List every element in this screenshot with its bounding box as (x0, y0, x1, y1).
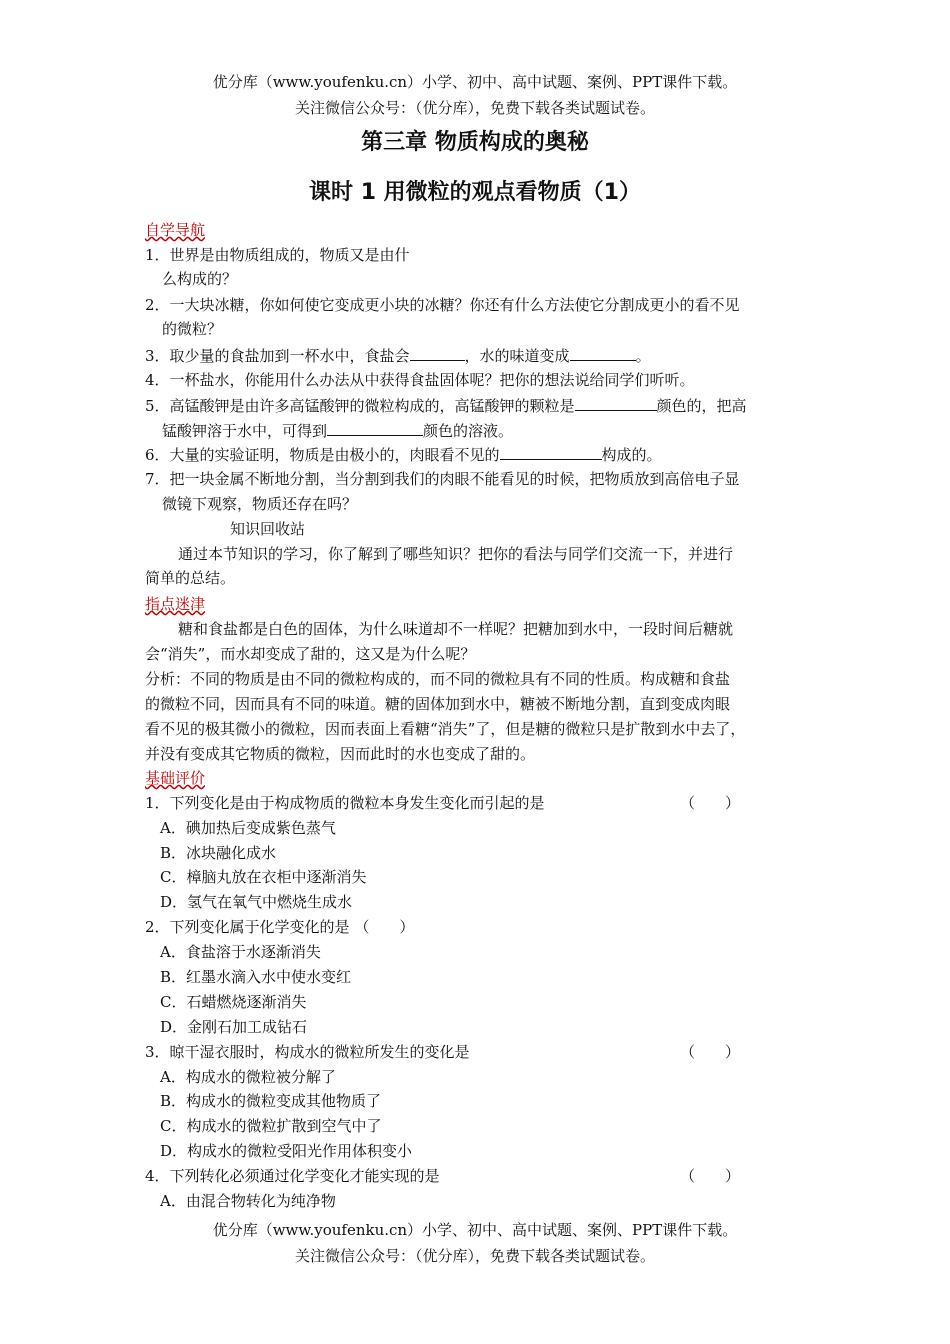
q3-blank-1 (410, 344, 465, 361)
mcq-1-option-b: B．冰块融化成水 (160, 844, 277, 862)
tips-p2-c: 看不见的极其微小的微粒，因而表面上看糖“消失”了，但是糖的微粒只是扩散到水中去了， (145, 720, 746, 738)
q6-line (145, 443, 813, 466)
q6-blank (500, 443, 602, 460)
section-self-study-heading: 自学导航 (145, 221, 206, 239)
footer-line-2: 关注微信公众号：（优分库），免费下载各类试题试卷。 (294, 1247, 655, 1265)
mcq-1-option-d: D．氢气在氧气中燃烧生成水 (160, 893, 353, 911)
mcq-3-answer-parens: （ ） (680, 1043, 741, 1061)
mcq-3-option-a: A．构成水的微粒被分解了 (160, 1068, 336, 1086)
mcq-3-stem: 3．晾干湿衣服时，构成水的微粒所发生的变化是 (145, 1043, 470, 1061)
q4-line: 4．一杯盐水，你能用什么办法从中获得食盐固体呢？把你的想法说给同学们听听。 (145, 371, 695, 389)
tips-p1-a: 糖和食盐都是白色的固体，为什么味道却不一样呢？把糖加到水中，一段时间后糖就 (178, 620, 734, 638)
knowledge-text-b: 简单的总结。 (145, 569, 236, 587)
q3-line (145, 344, 813, 367)
chapter-title: 第三章 物质构成的奥秘 (361, 130, 589, 155)
q5-blank-2 (327, 419, 423, 436)
lesson-title: 课时 1 用微粒的观点看物质（1） (309, 180, 641, 205)
mcq-4-stem: 4．下列转化必须通过化学变化才能实现的是 (145, 1167, 440, 1185)
q5-blank-1 (575, 394, 657, 411)
mcq-1-stem: 1．下列变化是由于构成物质的微粒本身发生变化而引起的是 (145, 794, 545, 812)
mcq-2-option-d: D．金刚石加工成钻石 (160, 1018, 308, 1036)
footer-line-1: 优分库（www.youfenku.cn）小学、初中、高中试题、案例、PPT课件下载。 (212, 1221, 738, 1239)
header-line-2: 关注微信公众号：（优分库），免费下载各类试题试卷。 (294, 99, 655, 117)
q5-text-d: 颜色的溶液。 (423, 422, 514, 440)
tips-p2-a: 分析：不同的物质是由不同的微粒构成的，而不同的微粒具有不同的性质。构成糖和食盐 (145, 670, 731, 688)
tips-p2-b: 的微粒不同，因而具有不同的味道。糖的固体加到水中，糖被不断地分割，直到变成肉眼 (145, 695, 731, 713)
knowledge-text-a: 通过本节知识的学习，你了解到了哪些知识？把你的看法与同学们交流一下，并进行 (178, 545, 734, 563)
q5-line-b (162, 419, 830, 442)
header-line-1: 优分库（www.youfenku.cn）小学、初中、高中试题、案例、PPT课件下载。 (212, 73, 738, 91)
q2-line-a: 2．一大块冰糖，你如何使它变成更小块的冰糖？你还有什么方法使它分割成更小的看不见 (145, 296, 740, 314)
q1-line-b: 么构成的？ (162, 270, 238, 288)
q2-line-b: 的微粒？ (162, 320, 223, 338)
q3-blank-2 (570, 344, 636, 361)
mcq-3-option-c: C．构成水的微粒扩散到空气中了 (160, 1117, 382, 1135)
q1-line-a: 1．世界是由物质组成的，物质又是由什 (145, 246, 410, 264)
q6-text-a: 6．大量的实验证明，物质是由极小的，肉眼看不见的 (145, 446, 500, 464)
mcq-1-answer-parens: （ ） (680, 794, 741, 812)
q3-text-c: 。 (635, 347, 651, 365)
mcq-1-option-c: C．樟脑丸放在衣柜中逐渐消失 (160, 868, 367, 886)
q6-text-b: 构成的。 (601, 446, 662, 464)
mcq-2-stem: 2．下列变化属于化学变化的是 （ ） (145, 918, 415, 936)
q3-text-a: 3．取少量的食盐加到一杯水中，食盐会 (145, 347, 410, 365)
q5-text-a: 5．高锰酸钾是由许多高锰酸钾的微粒构成的，高锰酸钾的颗粒是 (145, 397, 575, 415)
q7-line-b: 微镜下观察，物质还存在吗？ (162, 495, 358, 513)
mcq-2-option-a: A．食盐溶于水逐渐消失 (160, 943, 321, 961)
mcq-3-option-d: D．构成水的微粒受阳光作用体积变小 (160, 1142, 413, 1160)
mcq-3-option-b: B．构成水的微粒变成其他物质了 (160, 1092, 382, 1110)
knowledge-heading: 知识回收站 (230, 520, 306, 538)
q5-text-b: 颜色的，把高 (656, 397, 747, 415)
mcq-1-option-a: A．碘加热后变成紫色蒸气 (160, 819, 336, 837)
q7-line-a: 7．把一块金属不断地分割，当分割到我们的肉眼不能看见的时候，把物质放到高倍电子显 (145, 470, 740, 488)
tips-p1-b: 会“消失”，而水却变成了甜的，这又是为什么呢？ (145, 645, 476, 663)
mcq-2-option-c: C．石蜡燃烧逐渐消失 (160, 993, 307, 1011)
q5-line-a (145, 394, 813, 417)
tips-p2-d: 并没有变成其它物质的微粒，因而此时的水也变成了甜的。 (145, 745, 536, 763)
q5-text-c: 锰酸钾溶于水中，可得到 (162, 422, 328, 440)
mcq-4-option-a: A．由混合物转化为纯净物 (160, 1192, 336, 1210)
mcq-4-answer-parens: （ ） (680, 1167, 741, 1185)
q3-text-b: ，水的味道变成 (464, 347, 570, 365)
section-assessment-heading: 基础评价 (145, 769, 206, 787)
mcq-2-option-b: B．红墨水滴入水中使水变红 (160, 968, 352, 986)
section-tips-heading: 指点迷津 (145, 595, 206, 613)
